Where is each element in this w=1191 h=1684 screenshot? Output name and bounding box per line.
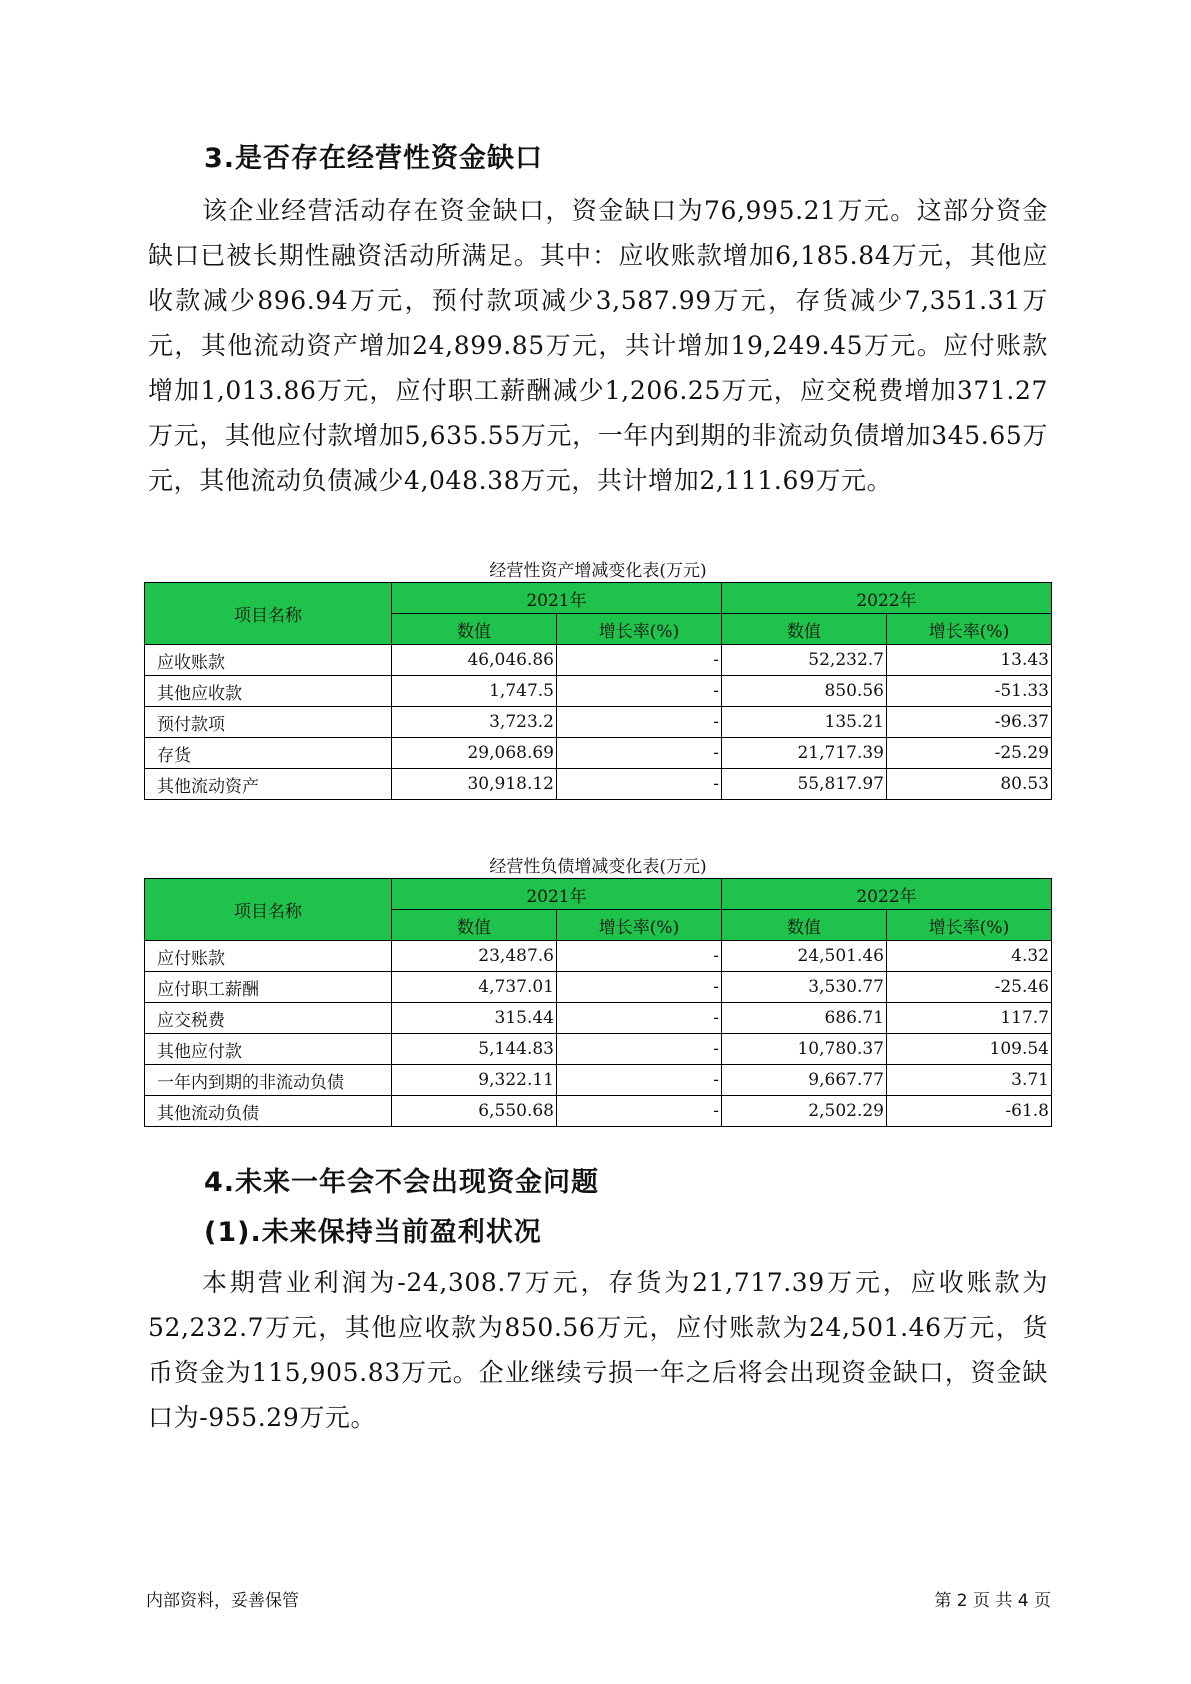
growth-2022-cell: -61.8 bbox=[887, 1096, 1052, 1127]
header-value: 数值 bbox=[722, 910, 887, 941]
value-2021-cell: 9,322.11 bbox=[392, 1065, 557, 1096]
value-2021-cell: 4,737.01 bbox=[392, 972, 557, 1003]
growth-2021-cell: - bbox=[557, 1034, 722, 1065]
row-name-cell: 其他流动负债 bbox=[145, 1096, 392, 1127]
row-name-cell: 一年内到期的非流动负债 bbox=[145, 1065, 392, 1096]
value-2022-cell: 10,780.37 bbox=[722, 1034, 887, 1065]
value-2021-cell: 46,046.86 bbox=[392, 645, 557, 676]
table-row bbox=[145, 1065, 1052, 1096]
growth-2021-cell: - bbox=[557, 972, 722, 1003]
growth-2022-cell: 109.54 bbox=[887, 1034, 1052, 1065]
header-growth: 增长率(%) bbox=[557, 910, 722, 941]
value-2021-cell: 23,487.6 bbox=[392, 941, 557, 972]
growth-2021-cell: - bbox=[557, 1065, 722, 1096]
growth-2022-cell: 80.53 bbox=[887, 769, 1052, 800]
row-name-cell: 应付职工薪酬 bbox=[145, 972, 392, 1003]
growth-2022-cell: -96.37 bbox=[887, 707, 1052, 738]
section-3-paragraph: 该企业经营活动存在资金缺口，资金缺口为76,995.21万元。这部分资金缺口已被长期性融资活动所满足。其中：应收账款增加6,185.84万元，其他应收款减少896.94万元，预付款项减少3,587.99万元，存货减少7,351.31万元，其他流动资产增加24,899.85万元，共计增加19,249.45万元。应付账款增加1,013.86万元，应付职工薪酬减少1,206.25万元，应交税费增加371.27万元，其他应付款增加5,635.55万元，一年内到期的非流动负债增加345.65万元，其他流动负债减少4,048.38万元，共计增加2,111.69万元。 bbox=[148, 196, 1048, 495]
value-2022-cell: 850.56 bbox=[722, 676, 887, 707]
value-2022-cell: 135.21 bbox=[722, 707, 887, 738]
value-2021-cell: 315.44 bbox=[392, 1003, 557, 1034]
assets-table bbox=[144, 582, 1052, 800]
value-2022-cell: 24,501.46 bbox=[722, 941, 887, 972]
header-item-name: 项目名称 bbox=[145, 583, 392, 645]
row-name-cell: 存货 bbox=[145, 738, 392, 769]
growth-2021-cell: - bbox=[557, 676, 722, 707]
header-growth: 增长率(%) bbox=[887, 910, 1052, 941]
table-row bbox=[145, 941, 1052, 972]
liabilities-table-caption: 经营性负债增减变化表(万元) bbox=[489, 857, 707, 877]
header-item-name: 项目名称 bbox=[145, 879, 392, 941]
value-2022-cell: 686.71 bbox=[722, 1003, 887, 1034]
row-name-cell: 应付账款 bbox=[145, 941, 392, 972]
table-row bbox=[145, 1096, 1052, 1127]
growth-2022-cell: -25.29 bbox=[887, 738, 1052, 769]
table-row bbox=[145, 1034, 1052, 1065]
section-3-heading: 3.是否存在经营性资金缺口 bbox=[204, 143, 544, 174]
value-2021-cell: 1,747.5 bbox=[392, 676, 557, 707]
growth-2021-cell: - bbox=[557, 941, 722, 972]
table-row bbox=[145, 1003, 1052, 1034]
header-value: 数值 bbox=[392, 614, 557, 645]
growth-2021-cell: - bbox=[557, 769, 722, 800]
growth-2021-cell: - bbox=[557, 1003, 722, 1034]
liabilities-table bbox=[144, 878, 1052, 1127]
row-name-cell: 应收账款 bbox=[145, 645, 392, 676]
section-4-heading: 4.未来一年会不会出现资金问题 bbox=[204, 1167, 600, 1198]
header-year-2021: 2021年 bbox=[392, 879, 722, 910]
growth-2022-cell: 4.32 bbox=[887, 941, 1052, 972]
value-2021-cell: 6,550.68 bbox=[392, 1096, 557, 1127]
table-row bbox=[145, 676, 1052, 707]
growth-2022-cell: 3.71 bbox=[887, 1065, 1052, 1096]
header-growth: 增长率(%) bbox=[557, 614, 722, 645]
table-row bbox=[145, 707, 1052, 738]
value-2021-cell: 5,144.83 bbox=[392, 1034, 557, 1065]
growth-2022-cell: 117.7 bbox=[887, 1003, 1052, 1034]
header-year-2021: 2021年 bbox=[392, 583, 722, 614]
row-name-cell: 预付款项 bbox=[145, 707, 392, 738]
footer-confidential-note: 内部资料，妥善保管 bbox=[146, 1591, 299, 1611]
footer-page-number: 第 2 页 共 4 页 bbox=[934, 1591, 1051, 1611]
row-name-cell: 应交税费 bbox=[145, 1003, 392, 1034]
value-2022-cell: 55,817.97 bbox=[722, 769, 887, 800]
growth-2021-cell: - bbox=[557, 645, 722, 676]
header-growth: 增长率(%) bbox=[887, 614, 1052, 645]
section-4-subheading: (1).未来保持当前盈利状况 bbox=[204, 1217, 542, 1248]
value-2022-cell: 3,530.77 bbox=[722, 972, 887, 1003]
value-2022-cell: 9,667.77 bbox=[722, 1065, 887, 1096]
table-row bbox=[145, 645, 1052, 676]
table-row bbox=[145, 769, 1052, 800]
growth-2021-cell: - bbox=[557, 707, 722, 738]
growth-2021-cell: - bbox=[557, 738, 722, 769]
value-2021-cell: 30,918.12 bbox=[392, 769, 557, 800]
section-4-paragraph: 本期营业利润为-24,308.7万元，存货为21,717.39万元，应收账款为52,232.7万元，其他应收款为850.56万元，应付账款为24,501.46万元，货币资金为115,905.83万元。企业继续亏损一年之后将会出现资金缺口，资金缺口为-955.29万元。 bbox=[148, 1268, 1048, 1432]
row-name-cell: 其他应付款 bbox=[145, 1034, 392, 1065]
header-value: 数值 bbox=[392, 910, 557, 941]
row-name-cell: 其他应收款 bbox=[145, 676, 392, 707]
header-year-2022: 2022年 bbox=[722, 583, 1052, 614]
value-2022-cell: 21,717.39 bbox=[722, 738, 887, 769]
growth-2022-cell: -25.46 bbox=[887, 972, 1052, 1003]
assets-table-caption: 经营性资产增减变化表(万元) bbox=[489, 561, 707, 581]
table-row bbox=[145, 738, 1052, 769]
growth-2022-cell: -51.33 bbox=[887, 676, 1052, 707]
row-name-cell: 其他流动资产 bbox=[145, 769, 392, 800]
value-2021-cell: 3,723.2 bbox=[392, 707, 557, 738]
growth-2021-cell: - bbox=[557, 1096, 722, 1127]
value-2022-cell: 52,232.7 bbox=[722, 645, 887, 676]
growth-2022-cell: 13.43 bbox=[887, 645, 1052, 676]
value-2022-cell: 2,502.29 bbox=[722, 1096, 887, 1127]
header-value: 数值 bbox=[722, 614, 887, 645]
value-2021-cell: 29,068.69 bbox=[392, 738, 557, 769]
table-row bbox=[145, 972, 1052, 1003]
header-year-2022: 2022年 bbox=[722, 879, 1052, 910]
